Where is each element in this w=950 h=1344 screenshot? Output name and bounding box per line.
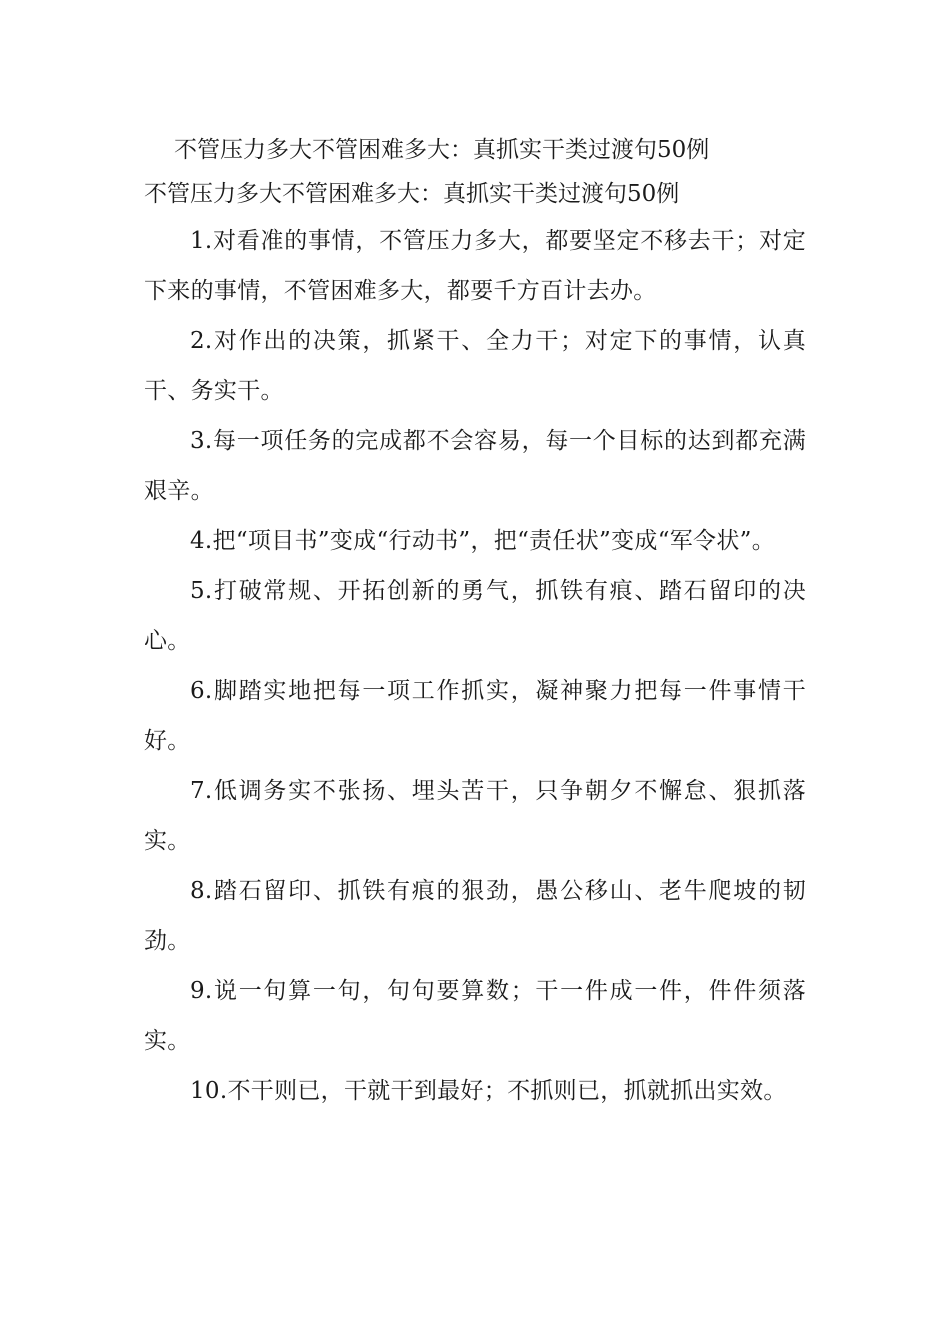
list-item: 4.把“项目书”变成“行动书”，把“责任状”变成“军令状”。 [190, 528, 776, 554]
list-item: 9.说一句算一句，句句要算数；干一件成一件，件件须落实。 [144, 978, 806, 1054]
list-item: 6.脚踏实地把每一项工作抓实，凝神聚力把每一件事情干好。 [144, 678, 806, 754]
list-item: 10.不干则已，干就干到最好；不抓则已，抓就抓出实效。 [190, 1078, 787, 1104]
sentence-list [144, 216, 806, 1116]
list-item: 3.每一项任务的完成都不会容易，每一个目标的达到都充满艰辛。 [144, 428, 806, 504]
document-subtitle: 不管压力多大不管困难多大：真抓实干类过渡句50例 [144, 181, 680, 207]
list-item: 5.打破常规、开拓创新的勇气，抓铁有痕、踏石留印的决心。 [144, 578, 806, 654]
document-title: 不管压力多大不管困难多大：真抓实干类过渡句50例 [174, 137, 710, 163]
list-item: 8.踏石留印、抓铁有痕的狠劲，愚公移山、老牛爬坡的韧劲。 [144, 878, 806, 954]
list-item: 2.对作出的决策，抓紧干、全力干；对定下的事情，认真干、务实干。 [144, 328, 806, 404]
list-item: 7.低调务实不张扬、埋头苦干，只争朝夕不懈怠、狠抓落实。 [144, 778, 806, 854]
document-body [144, 128, 806, 1116]
list-item: 1.对看准的事情，不管压力多大，都要坚定不移去干；对定下来的事情，不管困难多大，都要千方百计去办。 [144, 228, 806, 304]
